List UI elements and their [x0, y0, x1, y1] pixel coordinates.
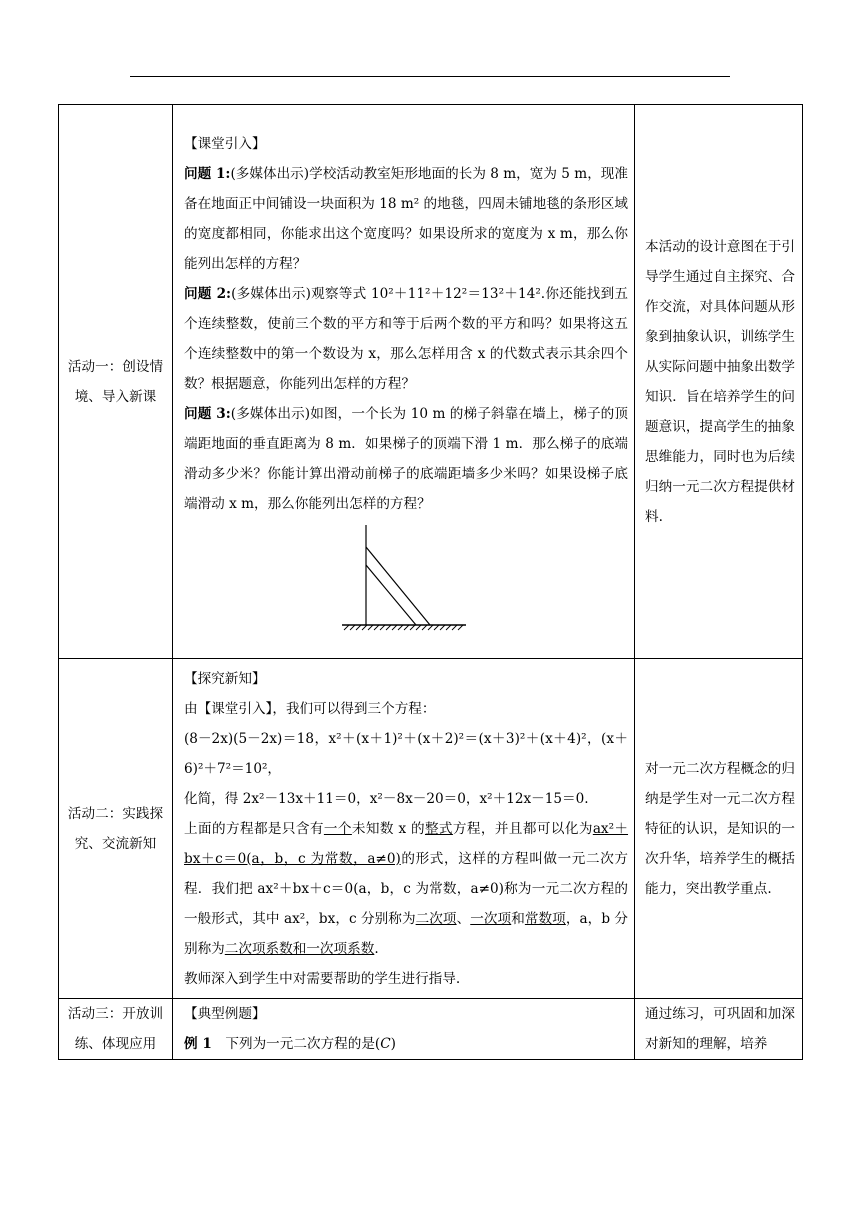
table-row — [59, 659, 803, 999]
text-line: 教师深入到学生中对需要帮助的学生进行指导. — [184, 970, 461, 987]
activity-name-cell: 活动二：实践探究、交流新知 — [59, 659, 173, 999]
design-intent-cell: 对一元二次方程概念的归纳是学生对一元二次方程特征的认识，是知识的一次升华，培养学生的概括能力，突出教学重点. — [635, 659, 803, 999]
equations-line: (8－2x)(5－2x)＝18，x²＋(x＋1)²＋(x＋2)²＝(x＋3)²＋(x＋4)²，(x＋6)²＋7²＝10²， — [184, 730, 628, 777]
table-row — [59, 105, 803, 659]
text-line: 由【课堂引入】，我们可以得到三个方程： — [184, 700, 436, 717]
activity-name-cell: 活动一：创设情境、导入新课 — [59, 105, 173, 659]
activity-content-cell — [173, 999, 635, 1060]
question-2: 问题 2:(多媒体出示)观察等式 10²＋11²＋12²＝13²＋14².你还能找到五个连续整数，使前三个数的平方和等于后两个数的平方和吗？如果将这五个连续整数中的第一个数设为 x，那么怎样用含 x 的代数式表示其余四个数？根据题意，你能列出怎样的方程？ — [184, 285, 628, 392]
question-3: 问题 3:(多媒体出示)如图，一个长为 10 m 的梯子斜靠在墙上，梯子的顶端距地面的垂直距离为 8 m．如果梯子的顶端下滑 1 m．那么梯子的底端滑动多少米？你能计算出滑动前梯子的底端距墙多少米吗？如果设梯子底端滑动 x m，那么你能列出怎样的方程？ — [184, 405, 628, 512]
activity-name-cell: 活动三：开放训练、体现应用 — [59, 999, 173, 1060]
activity-content-cell — [173, 105, 635, 659]
section-heading: 【探究新知】 — [184, 670, 266, 687]
header-rule — [130, 76, 730, 77]
design-intent-cell: 通过练习，可巩固和加深对新知的理解，培养 — [635, 999, 803, 1060]
example-line: 例 1 下列为一元二次方程的是(C) — [184, 1036, 396, 1052]
section-heading: 【课堂引入】 — [184, 135, 266, 152]
question-1: 问题 1:(多媒体出示)学校活动教室矩形地面的长为 8 m，宽为 5 m，现准备在地面正中间铺设一块面积为 18 m² 的地毯，四周未铺地毯的条形区域的宽度都相同，你能求出这个宽度吗？如果设所求的宽度为 x m，那么你能列出怎样的方程？ — [184, 165, 628, 272]
section-heading: 【典型例题】 — [184, 1006, 266, 1022]
lesson-plan-table — [58, 104, 803, 1060]
design-intent-cell: 本活动的设计意图在于引导学生通过自主探究、合作交流，对具体问题从形象到抽象认识，训练学生从实际问题中抽象出数学知识．旨在培养学生的问题意识，提高学生的抽象思维能力，同时也为后续归纳一元二次方程提供材料. — [635, 105, 803, 659]
table-row — [59, 999, 803, 1060]
simplified-line: 化简，得 2x²－13x＋11＝0，x²－8x－20＝0，x²＋12x－15＝0. — [184, 790, 589, 807]
definition-paragraph: 上面的方程都是只含有一个未知数 x 的整式方程，并且都可以化为ax²＋bx＋c＝0(a，b，c 为常数，a≠0)的形式，这样的方程叫做一元二次方程．我们把 ax²＋bx＋c＝0(a，b，c 为常数，a≠0)称为一元二次方程的一般形式，其中 ax²，bx，c 分别称为二次项、一次项和常数项，a，b 分别称为二次项系数和一次项系数. — [184, 820, 629, 957]
activity-content-cell — [173, 659, 635, 999]
ladder-figure — [340, 523, 470, 635]
